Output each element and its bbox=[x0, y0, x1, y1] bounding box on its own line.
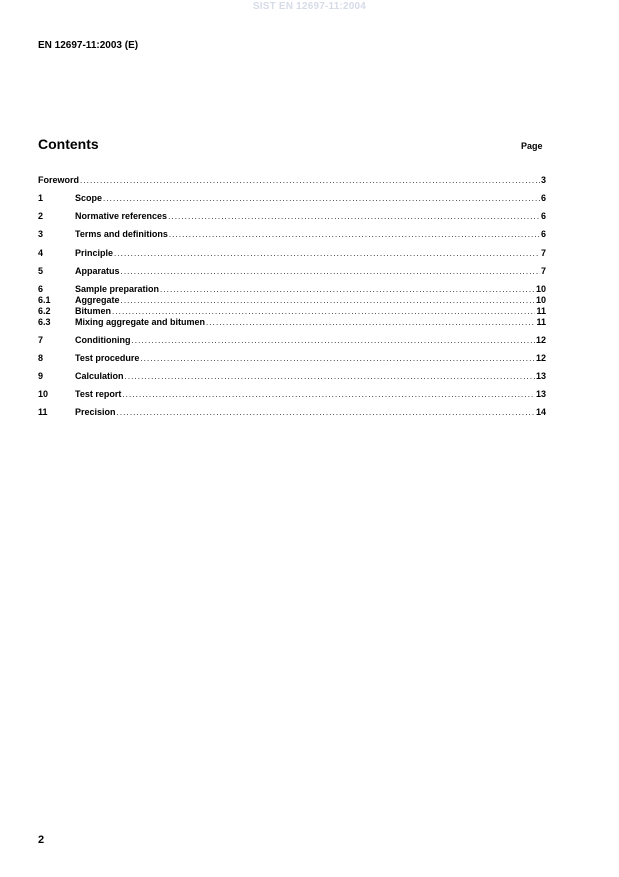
toc-entry[interactable] bbox=[38, 211, 546, 222]
toc-entry-line bbox=[75, 211, 546, 222]
toc-entry-title: Normative references bbox=[75, 211, 168, 221]
toc-entry-title: Test procedure bbox=[75, 353, 140, 363]
toc-entry-number: 4 bbox=[38, 248, 44, 258]
toc-entry-title: Mixing aggregate and bitumen bbox=[75, 317, 206, 327]
toc-entry-line bbox=[75, 266, 546, 277]
toc-entry[interactable] bbox=[38, 353, 546, 364]
toc-entry-line bbox=[75, 229, 546, 240]
toc-entry-number: 6.2 bbox=[38, 306, 51, 316]
toc-entry-number: 2 bbox=[38, 211, 44, 221]
toc-dot-leader bbox=[121, 266, 540, 277]
toc-entry-title: Sample preparation bbox=[75, 284, 160, 294]
toc-entry-line bbox=[75, 335, 546, 346]
toc-entry-page: 6 bbox=[540, 211, 546, 221]
toc-entry-line bbox=[38, 175, 546, 186]
toc-dot-leader bbox=[169, 229, 540, 240]
toc-entry-page: 13 bbox=[535, 371, 546, 381]
toc-dot-leader bbox=[103, 193, 540, 204]
toc-entry-number: 5 bbox=[38, 266, 44, 276]
toc-entry-line bbox=[75, 295, 546, 306]
toc-dot-leader bbox=[112, 306, 535, 317]
toc-entry[interactable] bbox=[38, 317, 546, 328]
toc-dot-leader bbox=[117, 407, 535, 418]
toc-entry-page: 7 bbox=[540, 248, 546, 258]
toc-dot-leader bbox=[121, 295, 535, 306]
toc-entry[interactable] bbox=[38, 284, 546, 295]
toc-entry-number: 11 bbox=[38, 407, 48, 417]
toc-entry-page: 6 bbox=[540, 229, 546, 239]
toc-entry-title: Bitumen bbox=[75, 306, 111, 316]
toc-entry-number: 7 bbox=[38, 335, 44, 345]
toc-entry-page: 11 bbox=[536, 317, 546, 327]
toc-entry[interactable] bbox=[38, 266, 546, 277]
toc-entry-page: 7 bbox=[540, 266, 546, 276]
toc-entry-title: Terms and definitions bbox=[75, 229, 168, 239]
toc-entry-line bbox=[75, 353, 546, 364]
toc-entry[interactable] bbox=[38, 229, 546, 240]
toc-entry[interactable] bbox=[38, 193, 546, 204]
toc-entry[interactable] bbox=[38, 295, 546, 306]
toc-entry-number: 6.1 bbox=[38, 295, 51, 305]
toc-entry-line bbox=[75, 193, 546, 204]
toc-entry-number: 3 bbox=[38, 229, 44, 239]
toc-entry-page: 3 bbox=[540, 175, 546, 185]
table-of-contents bbox=[38, 175, 546, 418]
toc-entry-number: 1 bbox=[38, 193, 44, 203]
toc-entry-page: 10 bbox=[535, 284, 546, 294]
toc-entry-title: Conditioning bbox=[75, 335, 131, 345]
toc-entry[interactable] bbox=[38, 389, 546, 400]
toc-dot-leader bbox=[131, 335, 535, 346]
toc-dot-leader bbox=[140, 353, 535, 364]
toc-entry-title: Foreword bbox=[38, 175, 80, 185]
toc-entry[interactable] bbox=[38, 248, 546, 259]
toc-entry-title: Aggregate bbox=[75, 295, 120, 305]
toc-entry-page: 12 bbox=[535, 353, 546, 363]
page-number: 2 bbox=[38, 834, 45, 846]
toc-entry-number: 10 bbox=[38, 389, 49, 399]
toc-entry-number: 6.3 bbox=[38, 317, 51, 327]
toc-entry-title: Precision bbox=[75, 407, 116, 417]
toc-entry-page: 6 bbox=[540, 193, 546, 203]
toc-entry-number: 6 bbox=[38, 284, 44, 294]
toc-dot-leader bbox=[114, 248, 540, 259]
toc-entry-page: 10 bbox=[535, 295, 546, 305]
watermark: SIST EN 12697-11:2004 bbox=[252, 1, 367, 12]
toc-entry-title: Calculation bbox=[75, 371, 124, 381]
toc-entry-title: Scope bbox=[75, 193, 103, 203]
page-column-label: Page bbox=[521, 141, 543, 151]
toc-entry-line bbox=[75, 317, 546, 328]
toc-entry-page: 14 bbox=[535, 407, 546, 417]
toc-entry-page: 12 bbox=[535, 335, 546, 345]
toc-entry-line bbox=[75, 371, 546, 382]
toc-entry[interactable] bbox=[38, 175, 546, 186]
contents-title: Contents bbox=[38, 136, 99, 152]
toc-entry-title: Apparatus bbox=[75, 266, 120, 276]
toc-entry-page: 13 bbox=[535, 389, 546, 399]
toc-entry[interactable] bbox=[38, 407, 546, 418]
toc-entry[interactable] bbox=[38, 371, 546, 382]
toc-entry[interactable] bbox=[38, 306, 546, 317]
toc-dot-leader bbox=[80, 175, 540, 186]
toc-entry-line bbox=[75, 306, 546, 317]
toc-dot-leader bbox=[160, 284, 535, 295]
toc-entry-number: 8 bbox=[38, 353, 44, 363]
toc-entry-line bbox=[75, 389, 546, 400]
toc-entry-page: 11 bbox=[536, 306, 546, 316]
toc-entry-line bbox=[75, 407, 546, 418]
toc-dot-leader bbox=[125, 371, 535, 382]
toc-dot-leader bbox=[206, 317, 535, 328]
toc-entry-line bbox=[75, 248, 546, 259]
toc-entry-title: Principle bbox=[75, 248, 114, 258]
document-id: EN 12697-11:2003 (E) bbox=[38, 40, 139, 51]
toc-dot-leader bbox=[168, 211, 540, 222]
toc-entry-title: Test report bbox=[75, 389, 122, 399]
toc-entry-line bbox=[75, 284, 546, 295]
toc-entry-number: 9 bbox=[38, 371, 44, 381]
toc-dot-leader bbox=[122, 389, 535, 400]
toc-entry[interactable] bbox=[38, 335, 546, 346]
